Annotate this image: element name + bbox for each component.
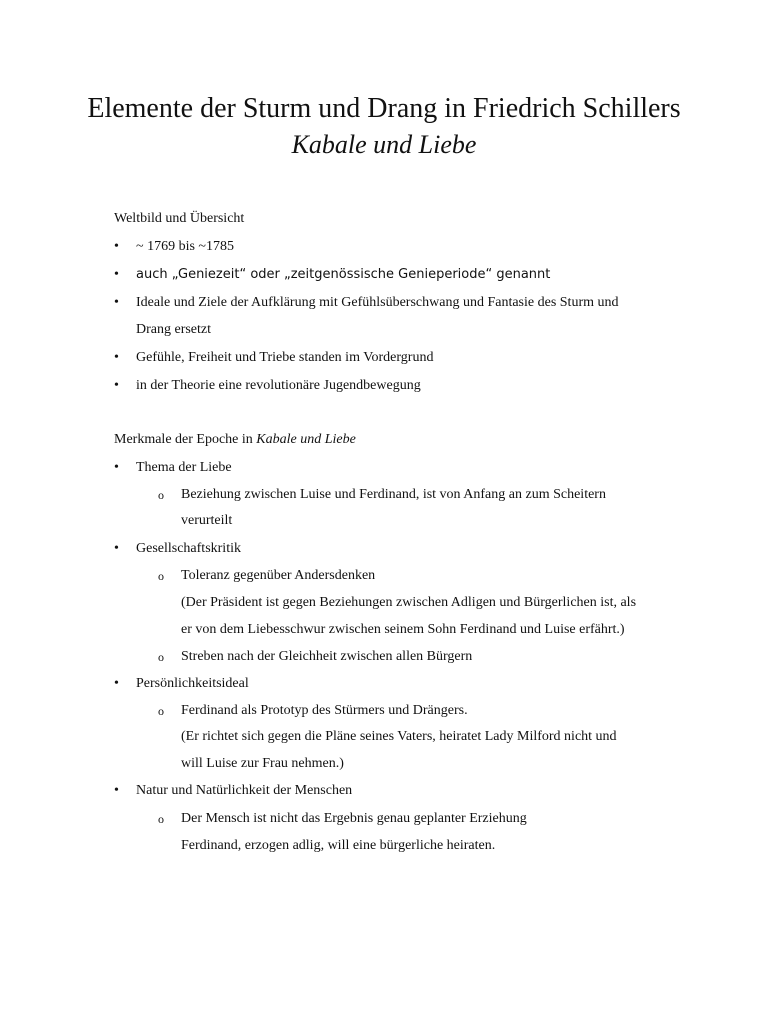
sub-list-item: Der Mensch ist nicht das Ergebnis genau geplanter Erziehung xyxy=(181,811,527,826)
section-heading-merkmale xyxy=(114,431,356,449)
document-title xyxy=(0,90,768,162)
list-item: Gesellschaftskritik xyxy=(136,541,241,556)
bullet-icon: • xyxy=(114,783,119,798)
bullet-icon: • xyxy=(114,676,119,691)
section-heading-weltbild: Weltbild und Übersicht xyxy=(114,211,245,226)
bullet-icon: • xyxy=(114,460,119,475)
bullet-icon: • xyxy=(114,350,119,365)
subbullet-icon: o xyxy=(158,812,164,826)
sub-list-item: Toleranz gegenüber Andersdenken xyxy=(181,568,376,583)
sub-list-item-continuation: Ferdinand, erzogen adlig, will eine bürgerliche heiraten. xyxy=(181,838,496,853)
list-item: Thema der Liebe xyxy=(136,460,232,475)
section-heading-italic: Kabale und Liebe xyxy=(256,432,356,447)
list-item: Natur und Natürlichkeit der Menschen xyxy=(136,783,353,798)
list-item: ~ 1769 bis ~1785 xyxy=(136,239,234,254)
list-item: in der Theorie eine revolutionäre Jugendbewegung xyxy=(136,378,421,393)
sub-list-item-continuation: will Luise zur Frau nehmen.) xyxy=(181,756,344,771)
list-item: Gefühle, Freiheit und Triebe standen im Vordergrund xyxy=(136,350,434,365)
bullet-icon: • xyxy=(114,267,119,282)
sub-list-item: Streben nach der Gleichheit zwischen allen Bürgern xyxy=(181,649,473,664)
section-heading-prefix: Merkmale der Epoche in xyxy=(114,432,257,447)
bullet-icon: • xyxy=(114,295,119,310)
sub-list-item-continuation: verurteilt xyxy=(181,513,233,528)
sub-list-item-continuation: (Er richtet sich gegen die Pläne seines Vaters, heiratet Lady Milford nicht und xyxy=(181,729,617,744)
list-item: Ideale und Ziele der Aufklärung mit Gefühlsüberschwang und Fantasie des Sturm und xyxy=(136,295,619,310)
subbullet-icon: o xyxy=(158,704,164,718)
bullet-icon: • xyxy=(114,239,119,254)
subbullet-icon: o xyxy=(158,650,164,664)
sub-list-item-continuation: er von dem Liebesschwur zwischen seinem Sohn Ferdinand und Luise erfährt.) xyxy=(181,622,625,637)
subbullet-icon: o xyxy=(158,488,164,502)
subbullet-icon: o xyxy=(158,569,164,583)
bullet-icon: • xyxy=(114,541,119,556)
sub-list-item: Ferdinand als Prototyp des Stürmers und Drängers. xyxy=(181,703,468,718)
list-item: Persönlichkeitsideal xyxy=(136,676,249,691)
sub-list-item-continuation: (Der Präsident ist gegen Beziehungen zwischen Adligen und Bürgerlichen ist, als xyxy=(181,595,637,610)
title-line-2: Kabale und Liebe xyxy=(291,130,477,159)
sub-list-item: Beziehung zwischen Luise und Ferdinand, ist von Anfang an zum Scheitern xyxy=(181,487,606,502)
list-item-continuation: Drang ersetzt xyxy=(136,322,212,337)
list-item: auch „Geniezeit“ oder „zeitgenössische Genieperiode“ genannt xyxy=(136,267,551,282)
title-line-1: Elemente der Sturm und Drang in Friedrich Schillers xyxy=(87,93,681,124)
bullet-icon: • xyxy=(114,378,119,393)
